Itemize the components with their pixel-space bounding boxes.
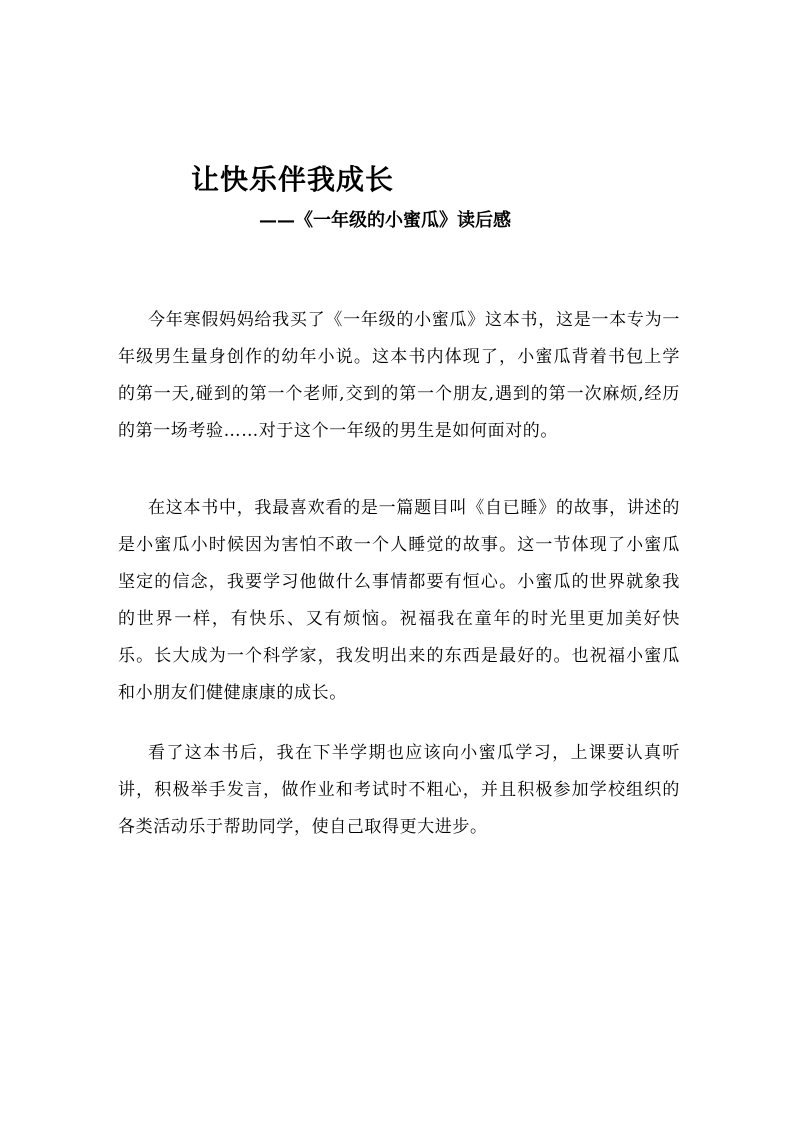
paragraph-3: 看了这本书后，我在下半学期也应该向小蜜瓜学习，上课要认真听讲，积极举手发言，做作业和考试时不粗心，并且积极参加学校组织的各类活动乐于帮助同学，使自己取得更大进步。 bbox=[118, 743, 680, 837]
page-title: 让快乐伴我成长 bbox=[191, 163, 395, 196]
page-subtitle: ——《一年级的小蜜瓜》读后感 bbox=[259, 210, 511, 231]
paragraph-1: 今年寒假妈妈给我买了《一年级的小蜜瓜》这本书，这是一本专为一年级男生量身创作的幼年小说。这本书内体现了，小蜜瓜背着书包上学的第一天,碰到的第一个老师,交到的第一个朋友,遇到的第一次麻烦,经历的第一场考验……对于这个一年级的男生是如何面对的。 bbox=[118, 310, 680, 441]
paragraph-2: 在这本书中，我最喜欢看的是一篇题目叫《自已睡》的故事，讲述的是小蜜瓜小时候因为害怕不敢一个人睡觉的故事。这一节体现了小蜜瓜坚定的信念，我要学习他做什么事情都要有恒心。小蜜瓜的世界就象我的世界一样，有快乐、又有烦恼。祝福我在童年的时光里更加美好快乐。长大成为一个科学家，我发明出来的东西是最好的。也祝福小蜜瓜和小朋友们健健康康的成长。 bbox=[118, 498, 680, 703]
